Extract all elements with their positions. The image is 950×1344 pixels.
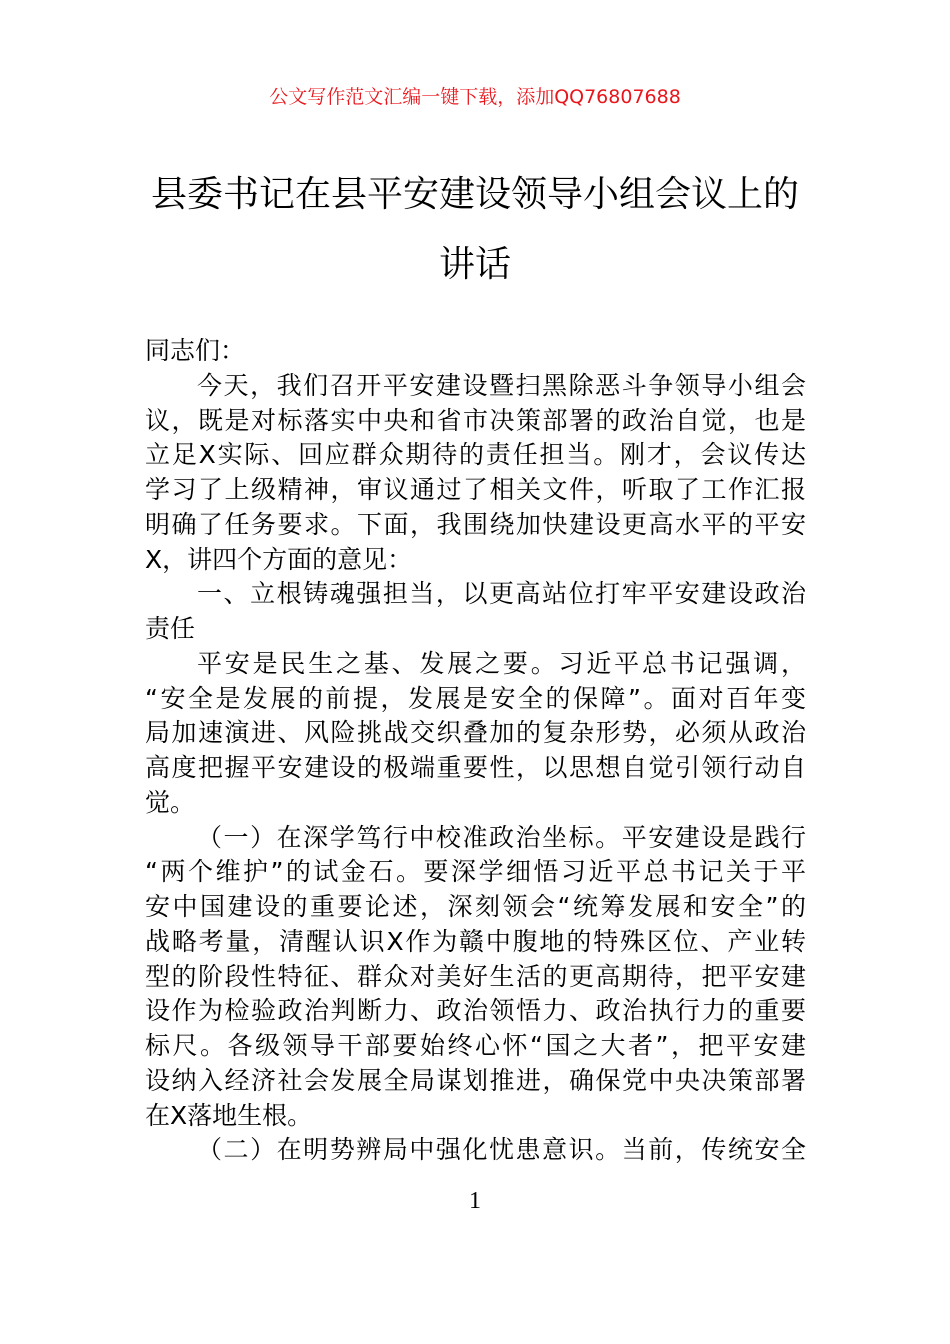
text-line: 高度把握平安建设的极端重要性，以思想自觉引领行动自 — [145, 753, 806, 782]
text-line: 在X落地生根。 — [145, 1100, 313, 1130]
title-line-1: 县委书记在县平安建设领导小组会议上的 — [150, 174, 799, 215]
paragraph — [145, 821, 806, 1134]
document-body — [145, 334, 806, 1168]
page-number: 1 — [469, 1188, 481, 1214]
text-line: 局加速演进、风险挑战交织叠加的复杂形势，必须从政治 — [145, 718, 806, 748]
text-line: 设纳入经济社会发展全局谋划推进，确保党中央决策部署 — [145, 1065, 806, 1095]
document-title — [0, 160, 950, 300]
text-line: 一、立根铸魂强担当，以更高站位打牢平安建设政治 — [197, 579, 806, 609]
text-line: 觉。 — [145, 787, 196, 817]
text-line: 责任 — [145, 614, 196, 643]
paragraph — [145, 577, 806, 647]
text-line: 学习了上级精神，审议通过了相关文件，听取了工作汇报 — [145, 475, 806, 504]
text-line: “安全是发展的前提，发展是安全的保障”。面对百年变 — [145, 683, 806, 713]
text-line: 明确了任务要求。下面，我围绕加快建设更高水平的平安 — [145, 509, 806, 539]
text-line: 立足X实际、回应群众期待的责任担当。刚才，会议传达 — [145, 440, 806, 470]
text-line: 平安是民生之基、发展之要。习近平总书记强调， — [197, 648, 806, 678]
paragraph — [145, 334, 806, 369]
watermark-header: 公文写作范文汇编一键下载，添加QQ76807688 — [269, 86, 681, 108]
text-line: 议，既是对标落实中央和省市决策部署的政治自觉，也是 — [145, 405, 806, 435]
text-line: 同志们： — [145, 336, 246, 365]
text-line: 标尺。各级领导干部要始终心怀“国之大者”，把平安建 — [145, 1031, 806, 1060]
paragraph — [145, 647, 806, 821]
title-line-2: 讲话 — [438, 244, 511, 285]
text-line: 设作为检验政治判断力、政治领悟力、政治执行力的重要 — [145, 996, 806, 1026]
paragraph — [145, 1133, 806, 1168]
text-line: 战略考量，清醒认识X作为赣中腹地的特殊区位、产业转 — [145, 926, 806, 956]
text-line: 型的阶段性特征、群众对美好生活的更高期待，把平安建 — [145, 961, 806, 991]
text-line: （二）在明势辨局中强化忧患意识。当前，传统安全 — [197, 1135, 806, 1165]
paragraph — [145, 369, 806, 578]
text-line: “两个维护”的试金石。要深学细悟习近平总书记关于平 — [145, 857, 806, 887]
text-line: （一）在深学笃行中校准政治坐标。平安建设是践行 — [197, 822, 806, 852]
text-line: 安中国建设的重要论述，深刻领会“统筹发展和安全”的 — [145, 892, 806, 921]
text-line: X，讲四个方面的意见： — [145, 544, 413, 574]
text-line: 今天，我们召开平安建设暨扫黑除恶斗争领导小组会 — [197, 370, 806, 400]
